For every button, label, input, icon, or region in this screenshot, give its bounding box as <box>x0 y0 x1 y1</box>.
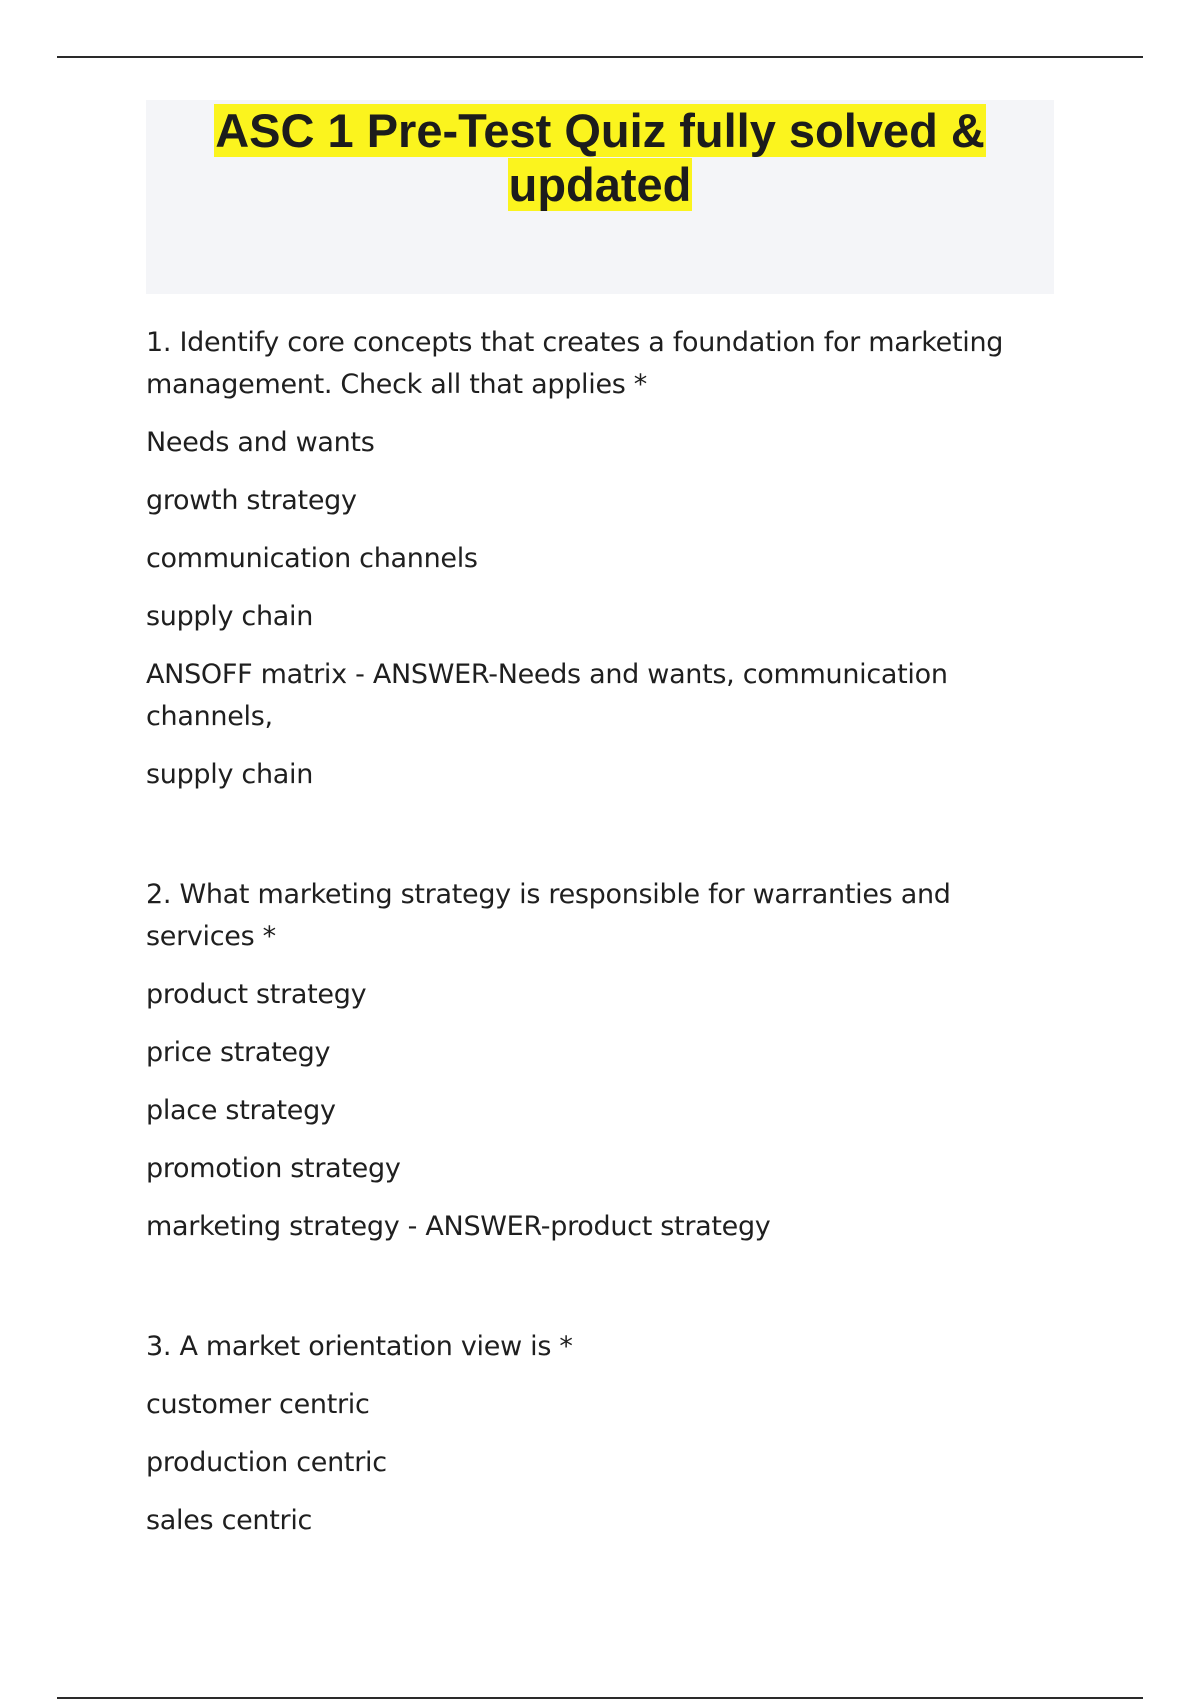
question-1-line-2: growth strategy <box>146 485 357 516</box>
question-1-line-6: supply chain <box>146 759 314 790</box>
bottom-divider <box>57 1697 1143 1699</box>
question-1-line-4: supply chain <box>146 601 314 632</box>
question-2-line-1: product strategy <box>146 979 367 1010</box>
question-3-text: 3. A market orientation view is * <box>146 1331 573 1362</box>
question-2-line-4: promotion strategy <box>146 1153 401 1184</box>
question-3-line-1: customer centric <box>146 1389 370 1420</box>
title-line-1: ASC 1 Pre-Test Quiz fully solved & <box>215 104 985 157</box>
question-2-line-2: price strategy <box>146 1037 331 1068</box>
question-1-text: 1. Identify core concepts that creates a foundation for marketing management. Check all that applies * <box>146 327 1004 400</box>
question-1-line-5: ANSOFF matrix - ANSWER-Needs and wants, communication channels, <box>146 659 948 732</box>
question-1-line-1: Needs and wants <box>146 427 375 458</box>
question-block-2 <box>146 874 1066 1248</box>
title-line-2: updated <box>508 158 692 211</box>
question-2-line-3: place strategy <box>146 1095 336 1126</box>
title-banner <box>146 100 1054 294</box>
question-block-3 <box>146 1326 1066 1542</box>
question-3-line-3: sales centric <box>146 1505 313 1536</box>
top-divider <box>57 56 1143 58</box>
question-block-1 <box>146 322 1066 796</box>
question-2-text: 2. What marketing strategy is responsible for warranties and services * <box>146 879 951 952</box>
document-title <box>146 100 1054 212</box>
quiz-content <box>146 322 1066 1620</box>
question-2-line-5: marketing strategy - ANSWER-product strategy <box>146 1211 771 1242</box>
question-1-line-3: communication channels <box>146 543 478 574</box>
question-3-line-2: production centric <box>146 1447 387 1478</box>
